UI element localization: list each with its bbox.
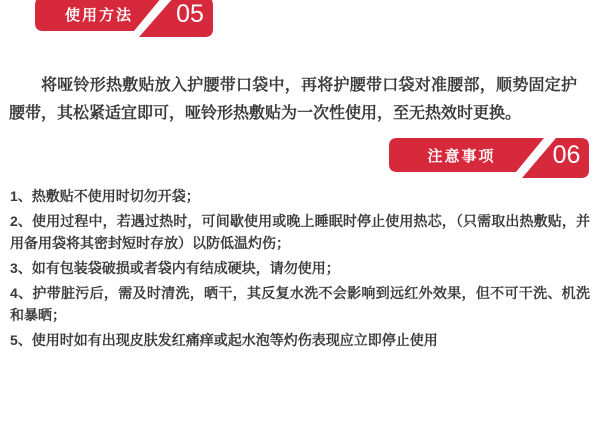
notice-item: 4、护带脏污后，需及时清洗，晒干，其反复水洗不会影响到远红外效果，但不可干洗、机洗和暴晒； — [10, 285, 590, 323]
usage-banner-title: 使用方法 — [64, 6, 133, 24]
notice-item: 5、使用时如有出现皮肤发红痛痒或起水泡等灼伤表现应立即停止使用 — [10, 332, 438, 348]
notice-banner — [389, 138, 589, 178]
notice-item: 3、如有包装袋破损或者袋内有结成硬块，请勿使用； — [10, 260, 340, 276]
usage-paragraph: 将哑铃形热敷贴放入护腰带口袋中，再将护腰带口袋对准腰部，顺势固定护腰带，其松紧适宜即可，哑铃形热敷贴为一次性使用，至无热效时更换。 — [9, 77, 577, 122]
notice-item: 2、使用过程中，若遇过热时，可间歇使用或晚上睡眠时停止使用热芯，（只需取出热敷贴，并用备用袋将其密封短时存放）以防低温灼伤； — [10, 213, 590, 251]
usage-banner-number: 05 — [176, 0, 204, 28]
notice-banner-title: 注意事项 — [427, 147, 496, 165]
notice-banner-number: 06 — [552, 140, 581, 169]
notice-list — [10, 185, 590, 354]
notice-item: 1、热敷贴不使用时切勿开袋； — [10, 188, 200, 204]
usage-method-banner — [35, 0, 213, 37]
